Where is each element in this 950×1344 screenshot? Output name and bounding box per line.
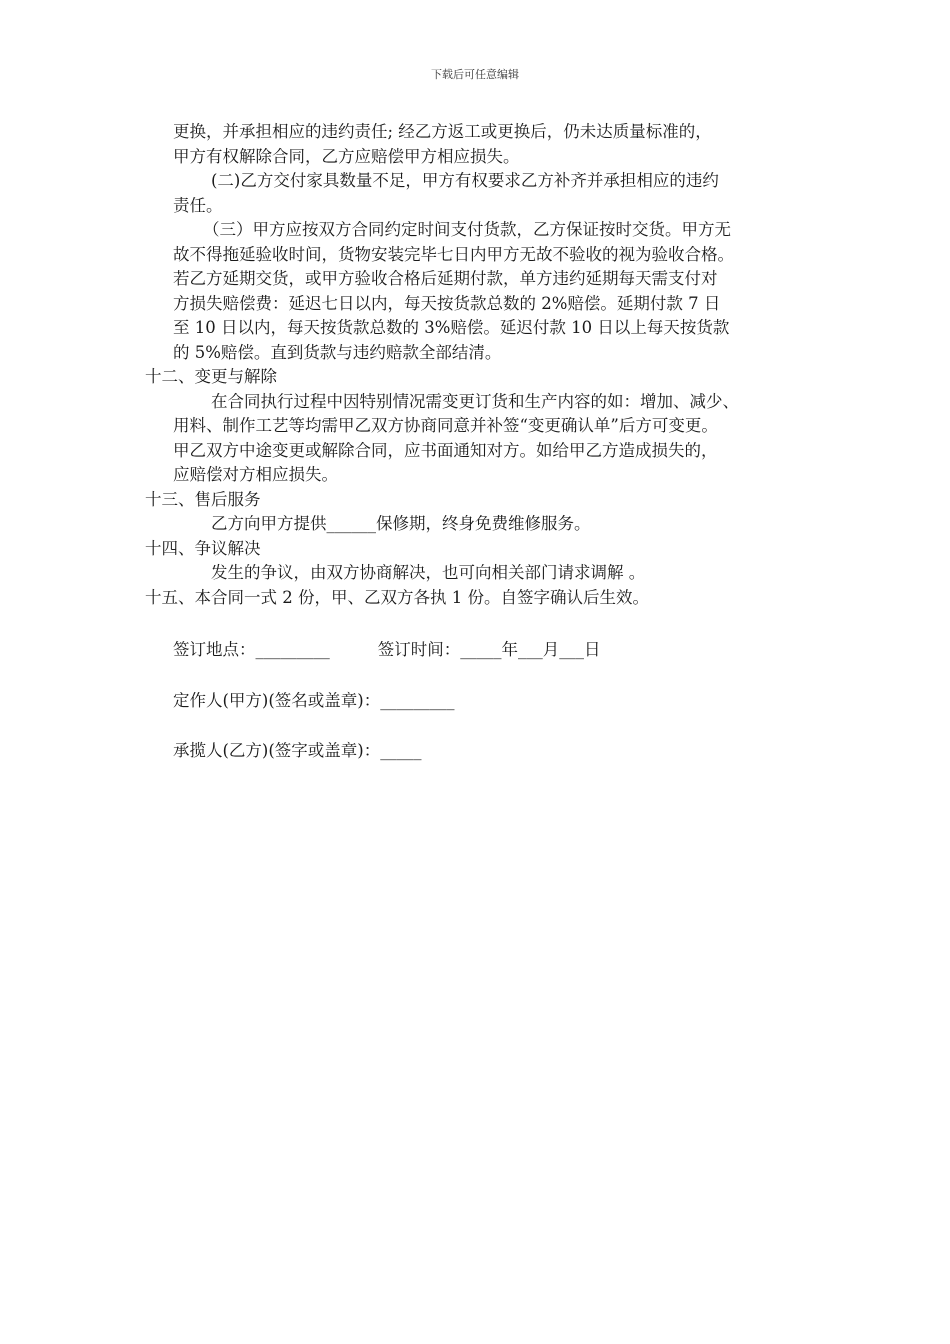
text-line: 十二、变更与解除: [145, 367, 277, 386]
signing-time: 签订时间：_____年___月___日: [377, 640, 601, 659]
text-line: 十三、售后服务: [145, 489, 261, 509]
text-line: 的 5%赔偿。直到货款与违约赔款全部结清。: [173, 342, 502, 362]
party-b-signature: 承揽人(乙方)(签字或盖章)：_____: [173, 741, 422, 760]
text-line: 至 10 日以内，每天按货款总数的 3%赔偿。延迟付款 10 日以上每天按货款: [173, 318, 730, 337]
contract-body: [145, 120, 835, 764]
page-header: 下载后可任意编辑: [431, 68, 519, 81]
text-line: 若乙方延期交货，或甲方验收合格后延期付款，单方违约延期每天需支付对: [173, 269, 718, 288]
text-line: 甲方有权解除合同，乙方应赔偿甲方相应损失。: [173, 146, 520, 166]
text-line: 故不得拖延验收时间，货物安装完毕七日内甲方无故不验收的视为验收合格。: [173, 244, 734, 264]
text-line: 乙方向甲方提供______保修期，终身免费维修服务。: [211, 514, 591, 533]
party-a-signature: 定作人(甲方)(签名或盖章)：_________: [173, 690, 455, 710]
text-line: 应赔偿对方相应损失。: [173, 465, 338, 484]
text-line: (二)乙方交付家具数量不足，甲方有权要求乙方补齐并承担相应的违约: [211, 171, 719, 190]
text-line: 更换，并承担相应的违约责任; 经乙方返工或更换后，仍未达质量标准的，: [173, 122, 712, 141]
signing-place: 签订地点：_________: [173, 640, 330, 659]
text-line: 发生的争议，由双方协商解决，也可向相关部门请求调解 。: [211, 563, 646, 582]
contract-text: [145, 120, 835, 610]
text-line: 十四、争议解决: [145, 538, 261, 558]
text-line: 甲乙双方中途变更或解除合同，应书面通知对方。如给甲乙方造成损失的，: [173, 440, 718, 460]
text-line: 方损失赔偿费：延迟七日以内，每天按货款总数的 2%赔偿。延期付款 7 日: [173, 293, 721, 313]
text-line: （三）甲方应按双方合同约定时间支付货款，乙方保证按时交货。甲方无: [203, 220, 731, 239]
text-line: 责任。: [173, 195, 223, 215]
text-line: 用料、制作工艺等均需甲乙双方协商同意并补签“变更确认单”后方可变更。: [173, 416, 718, 435]
text-line: 在合同执行过程中因特别情况需变更订货和生产内容的如：增加、减少、: [211, 391, 739, 411]
signing-place-time-row: [145, 638, 835, 663]
text-line: 十五、本合同一式 2 份，甲、乙双方各执 1 份。自签字确认后生效。: [145, 587, 649, 607]
